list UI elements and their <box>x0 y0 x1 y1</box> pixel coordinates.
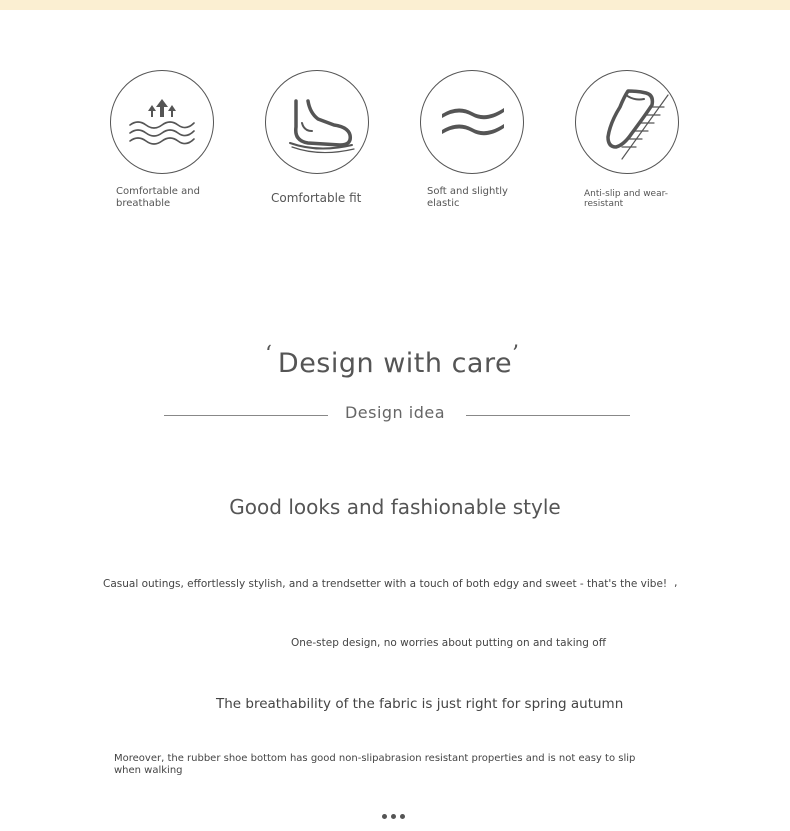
feature-label: Soft and slightly elastic <box>427 186 508 209</box>
dot <box>391 814 396 819</box>
feature-fit <box>265 70 405 205</box>
description-line-3: The breathability of the fabric is just right for spring autumn <box>216 696 624 712</box>
feature-anti-slip <box>575 70 715 209</box>
section-heading: Good looks and fashionable style <box>229 495 561 519</box>
elastic-waves-icon <box>420 70 524 174</box>
open-quote-mark: ‘ <box>265 342 272 367</box>
more-indicator-dots <box>382 814 405 819</box>
design-title: Design with care <box>277 348 513 379</box>
trailing-mark: , <box>674 576 678 589</box>
feature-label: Comfortable and breathable <box>116 186 200 209</box>
feature-elastic <box>420 70 560 209</box>
top-color-band <box>0 0 790 10</box>
foot-icon <box>265 70 369 174</box>
design-subtitle: Design idea <box>344 403 446 422</box>
description-line-1: Casual outings, effortlessly stylish, and a trendsetter with a touch of both edgy and sweet - that's the vibe! <box>103 578 668 590</box>
breathable-waves-icon <box>110 70 214 174</box>
feature-breathable <box>110 70 250 209</box>
feature-label: Anti-slip and wear-resistant <box>584 189 668 209</box>
description-line-4: Moreover, the rubber shoe bottom has good non-slipabrasion resistant properties and is not easy to slip when walking <box>114 753 636 776</box>
feature-label: Comfortable fit <box>271 191 362 205</box>
description-line-2: One-step design, no worries about putting on and taking off <box>291 637 606 649</box>
dot <box>400 814 405 819</box>
dot <box>382 814 387 819</box>
anti-slip-shoe-icon <box>575 70 679 174</box>
close-quote-mark: ’ <box>512 342 519 367</box>
divider-right <box>466 415 630 416</box>
